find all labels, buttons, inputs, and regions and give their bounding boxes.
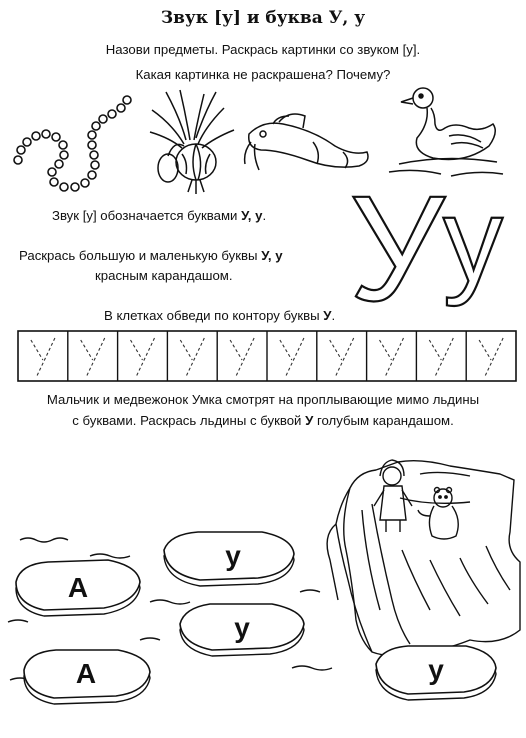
color-line-1: Раскрась большую и маленькую буквы У, у <box>19 248 283 263</box>
story-line-1: Мальчик и медвежонок Умка смотрят на проплывающие мимо льдины <box>46 392 480 407</box>
ice-floe-letter: у <box>225 540 241 571</box>
instruction-line-2: Какая картинка не раскрашена? Почему? <box>135 67 391 82</box>
ice-floe-letter: у <box>234 612 250 643</box>
big-letter-lower <box>428 185 518 320</box>
page-title: Звук [у] и буква У, у <box>160 8 366 28</box>
ice-floe-letter: А <box>75 658 97 689</box>
catfish-icon <box>243 112 373 178</box>
beads-icon <box>8 92 136 194</box>
trace-cell-guide <box>479 338 503 376</box>
trace-cell-guide <box>429 338 453 376</box>
sound-line: Звук [у] обозначается буквами У, у. <box>52 208 267 223</box>
trace-cell-guide <box>131 338 155 376</box>
story-line-2: с буквами. Раскрась льдины с буквой У голубым карандашом. <box>72 413 454 428</box>
trace-grid <box>17 330 517 382</box>
ice-floe-letter: у <box>428 654 444 685</box>
ice-floes <box>0 520 526 738</box>
duck-icon <box>385 84 507 184</box>
trace-cell-guide <box>380 338 404 376</box>
trace-cell-guide <box>230 338 254 376</box>
svg-text:У: У <box>349 182 445 317</box>
trace-instruction: В клетках обведи по контору буквы У. <box>104 308 336 323</box>
color-line-2: красным карандашом. <box>95 268 233 283</box>
instruction-line-1: Назови предметы. Раскрась картинки со звуком [у]. <box>105 42 421 57</box>
trace-cell-guide <box>31 338 55 376</box>
trace-cell-guide <box>330 338 354 376</box>
trace-cell-guide <box>180 338 204 376</box>
svg-text:у: у <box>443 185 503 307</box>
onion-icon <box>146 88 238 196</box>
ice-floe-letter: А <box>67 572 89 603</box>
trace-cell-guide <box>81 338 105 376</box>
trace-cell-guide <box>280 338 304 376</box>
